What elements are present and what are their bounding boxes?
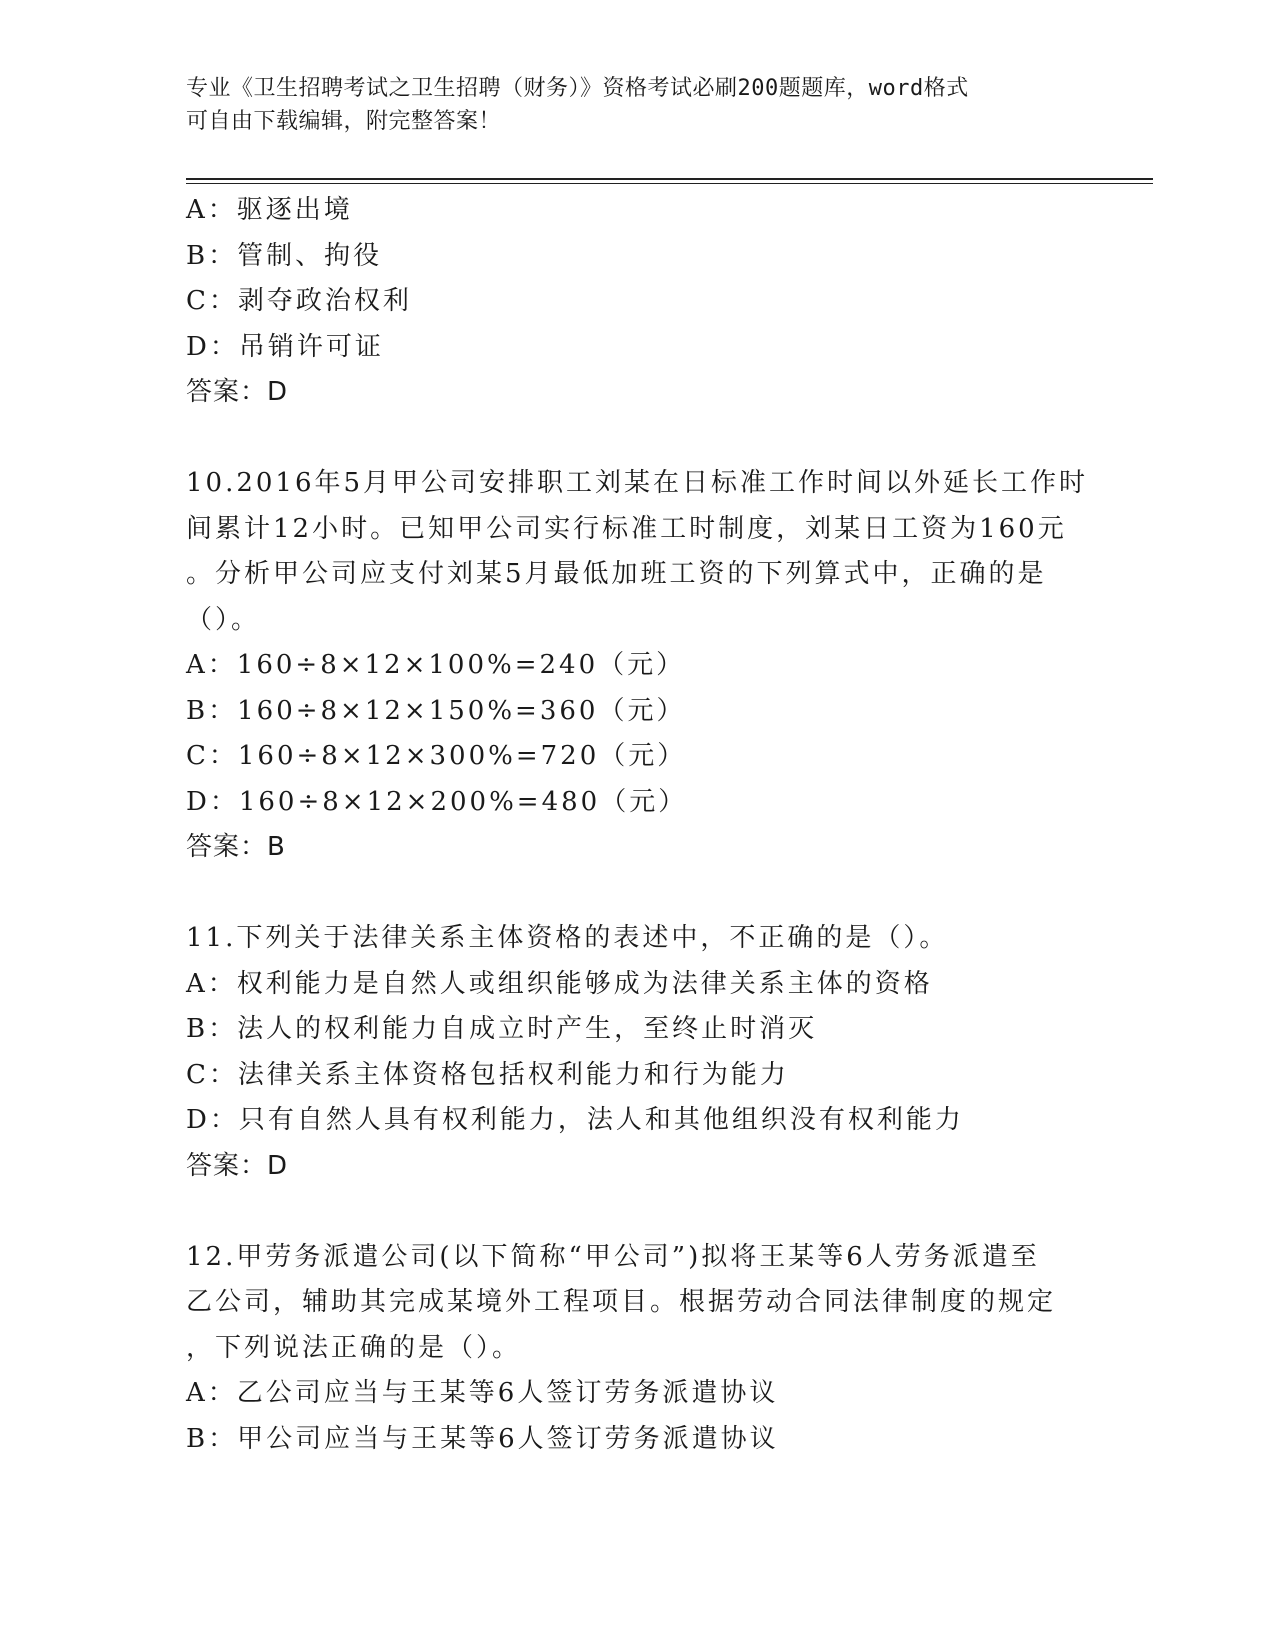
spacer (186, 871, 1086, 917)
question-stem-line: （）。 (186, 604, 261, 635)
answer: 答案：D (186, 377, 289, 407)
question-list (186, 188, 1089, 1462)
header-divider-thick (186, 178, 1153, 180)
option-a: A：权利能力是自然人或组织能够成为法律关系主体的资格 (186, 968, 933, 999)
question-stem-line: 乙公司，辅助其完成某境外工程项目。根据劳动合同法律制度的规定 (186, 1287, 1057, 1317)
spacer (186, 1189, 1086, 1235)
answer: 答案：D (186, 1150, 289, 1181)
option-c: C：160÷8×12×300%=720（元） (186, 741, 687, 771)
option-b: B：160÷8×12×150%=360（元） (186, 695, 686, 726)
header-divider-thin (186, 183, 1153, 184)
option-b: B：法人的权利能力自成立时产生，至终止时消灭 (186, 1014, 818, 1044)
question-stem-line: 。分析甲公司应支付刘某5月最低加班工资的下列算式中，正确的是 (186, 559, 1047, 589)
question-12 (186, 1235, 1086, 1463)
header-line-2: 可自由下载编辑，附完整答案！ (186, 109, 502, 134)
question-10 (186, 461, 1089, 871)
question-9 (186, 188, 1086, 416)
option-c: C：法律关系主体资格包括权利能力和行为能力 (186, 1059, 789, 1090)
header-line-1: 专业《卫生招聘考试之卫生招聘（财务）》资格考试必刷200题题库，word格式 (186, 76, 969, 101)
question-stem-line: 10.2016年5月甲公司安排职工刘某在日标准工作时间以外延长工作时 (186, 468, 1089, 498)
option-d: D：只有自然人具有权利能力，法人和其他组织没有权利能力 (186, 1105, 964, 1135)
option-c: C：剥夺政治权利 (186, 286, 412, 316)
answer: 答案：B (186, 832, 286, 862)
option-d: D：160÷8×12×200%=480（元） (186, 786, 688, 817)
question-stem-line: 11.下列关于法律关系主体资格的表述中，不正确的是（）。 (186, 923, 949, 953)
question-11 (186, 916, 1086, 1189)
option-b: B：甲公司应当与王某等6人签订劳务派遣协议 (186, 1423, 779, 1454)
option-a: A：乙公司应当与王某等6人签订劳务派遣协议 (186, 1378, 779, 1408)
option-d: D：吊销许可证 (186, 331, 384, 362)
document-header (186, 72, 1066, 138)
question-stem-line: 间累计12小时。已知甲公司实行标准工时制度，刘某日工资为160元 (186, 513, 1067, 544)
option-b: B：管制、拘役 (186, 240, 383, 271)
question-stem-line: 12.甲劳务派遣公司(以下简称“甲公司”)拟将王某等6人劳务派遣至 (186, 1241, 1040, 1272)
option-a: A：驱逐出境 (186, 195, 353, 225)
question-stem-line: ，下列说法正确的是（）。 (186, 1332, 522, 1363)
spacer (186, 416, 1086, 462)
option-a: A：160÷8×12×100%=240（元） (186, 650, 686, 680)
